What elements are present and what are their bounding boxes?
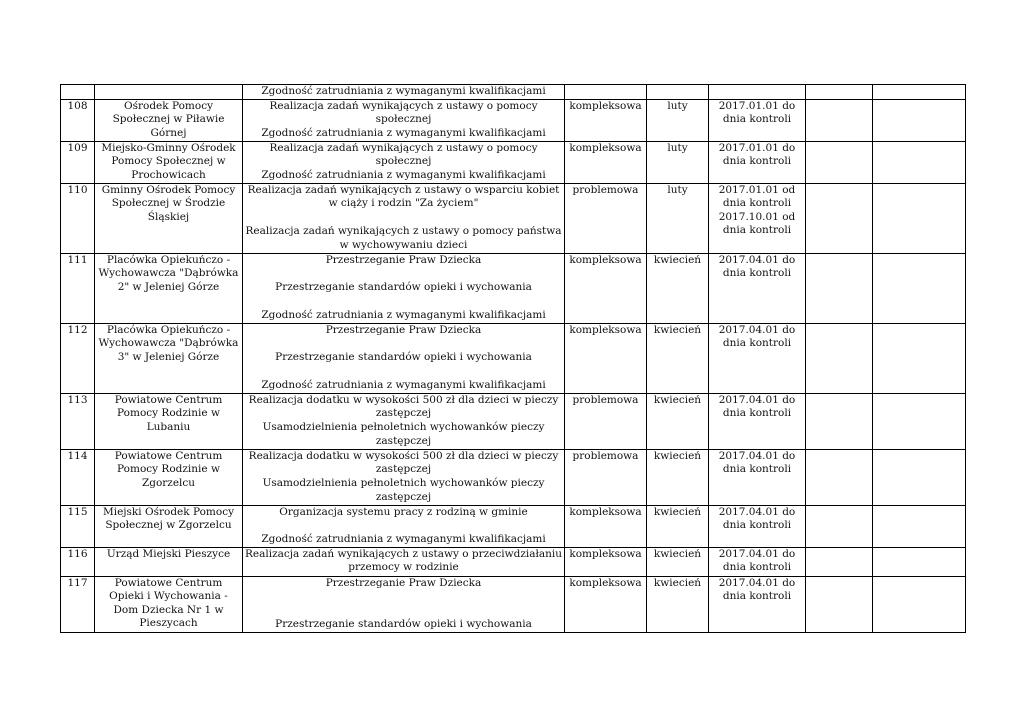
topic-item: Realizacja dodatku w wysokości 500 zł dla dzieci w pieczy zastępczej: [248, 393, 559, 420]
cell-dates: [709, 323, 806, 393]
cell-empty: [873, 253, 966, 323]
cell-empty: [873, 323, 966, 393]
cell-dates: [709, 141, 806, 183]
topics-list: [245, 548, 562, 576]
cell-empty: [806, 393, 873, 449]
cell-number: 111: [61, 253, 95, 323]
topic-item: Organizacja systemu pracy z rodziną w gminie: [279, 505, 528, 518]
cell-type: kompleksowa: [565, 253, 647, 323]
cell-number: [61, 85, 95, 100]
topic-item: Przestrzeganie Praw Dziecka: [325, 576, 482, 589]
cell-month: kwiecień: [647, 393, 709, 449]
cell-month: kwiecień: [647, 547, 709, 576]
topics-list: [245, 577, 562, 632]
cell-empty: [806, 183, 873, 253]
cell-empty: [806, 99, 873, 141]
topics-list: [245, 394, 562, 449]
cell-dates: [709, 253, 806, 323]
table-row: [61, 547, 966, 576]
cell-number: 115: [61, 505, 95, 547]
cell-topics: [243, 547, 565, 576]
cell-dates: [709, 85, 806, 100]
date-range: 2017.10.01 od dnia kontroli: [718, 210, 796, 237]
date-range: 2017.04.01 do dnia kontroli: [718, 393, 796, 420]
topics-list: [245, 142, 562, 183]
topics-list: [245, 100, 562, 141]
topic-item: Realizacja dodatku w wysokości 500 zł dla dzieci w pieczy zastępczej: [248, 449, 559, 476]
cell-month: kwiecień: [647, 576, 709, 632]
cell-empty: [806, 576, 873, 632]
topic-item: Usamodzielnienia pełnoletnich wychowanków pieczy zastępczej: [262, 421, 545, 447]
cell-number: 117: [61, 576, 95, 632]
cell-empty: [873, 85, 966, 100]
cell-unit: [95, 85, 243, 100]
cell-month: kwiecień: [647, 253, 709, 323]
topic-item: Zgodność zatrudniania z wymaganymi kwalifikacjami: [261, 309, 546, 321]
cell-unit: Ośrodek Pomocy Społecznej w Piławie Górnej: [95, 99, 243, 141]
topic-item: Przestrzeganie standardów opieki i wychowania: [275, 351, 532, 364]
cell-empty: [873, 547, 966, 576]
cell-empty: [873, 576, 966, 632]
cell-unit: Placówka Opiekuńczo - Wychowawcza "Dąbrówka 2" w Jeleniej Górze: [95, 253, 243, 323]
topic-item: Zgodność zatrudniania z wymaganymi kwalifikacjami: [261, 533, 546, 545]
cell-unit: Placówka Opiekuńczo - Wychowawcza "Dąbrówka 3" w Jeleniej Górze: [95, 323, 243, 393]
cell-number: 113: [61, 393, 95, 449]
topic-item: Realizacja zadań wynikających z ustawy o wsparciu kobiet w ciąży i rodzin "Za życiem": [247, 183, 560, 210]
cell-number: 110: [61, 183, 95, 253]
topic-item: Zgodność zatrudniania z wymaganymi kwalifikacjami: [261, 379, 546, 391]
cell-type: kompleksowa: [565, 99, 647, 141]
date-range: 2017.01.01 do dnia kontroli: [718, 141, 796, 168]
cell-month: [647, 85, 709, 100]
cell-topics: [243, 505, 565, 547]
cell-dates: [709, 393, 806, 449]
cell-topics: [243, 99, 565, 141]
cell-topics: [243, 141, 565, 183]
table-row: [61, 141, 966, 183]
cell-type: problemowa: [565, 183, 647, 253]
topics-list: [245, 254, 562, 323]
cell-dates: [709, 183, 806, 253]
cell-unit: Miejski Ośrodek Pomocy Społecznej w Zgorzelcu: [95, 505, 243, 547]
cell-empty: [806, 449, 873, 505]
cell-empty: [873, 393, 966, 449]
topic-item: Realizacja zadań wynikających z ustawy o pomocy państwa w wychowywaniu dzieci: [245, 225, 562, 251]
date-range: 2017.04.01 do dnia kontroli: [718, 449, 796, 476]
cell-topics: Zgodność zatrudniania z wymaganymi kwalifikacjami: [243, 85, 565, 100]
cell-month: luty: [647, 183, 709, 253]
table-row: [61, 183, 966, 253]
date-range: 2017.04.01 do dnia kontroli: [718, 323, 796, 350]
table-row: [61, 99, 966, 141]
date-range: 2017.04.01 do dnia kontroli: [718, 547, 796, 574]
table-row: [61, 253, 966, 323]
cell-topics: [243, 449, 565, 505]
cell-month: luty: [647, 141, 709, 183]
date-range: 2017.04.01 do dnia kontroli: [718, 576, 796, 603]
cell-unit: Gminny Ośrodek Pomocy Społecznej w Środzie Śląskiej: [95, 183, 243, 253]
cell-type: kompleksowa: [565, 576, 647, 632]
table-row: [61, 393, 966, 449]
topics-list: [245, 506, 562, 547]
table-row: [61, 505, 966, 547]
cell-type: kompleksowa: [565, 505, 647, 547]
table-row-continuation: [61, 85, 966, 100]
cell-topics: [243, 183, 565, 253]
cell-type: problemowa: [565, 449, 647, 505]
table-row: [61, 323, 966, 393]
topic-item: Realizacja zadań wynikających z ustawy o pomocy społecznej: [269, 99, 538, 126]
cell-empty: [873, 141, 966, 183]
cell-dates: [709, 99, 806, 141]
cell-empty: [806, 141, 873, 183]
cell-empty: [806, 547, 873, 576]
cell-dates: [709, 449, 806, 505]
cell-unit: Miejsko-Gminny Ośrodek Pomocy Społecznej w Prochowicach: [95, 141, 243, 183]
cell-type: problemowa: [565, 393, 647, 449]
topic-item: Przestrzeganie standardów opieki i wychowania: [275, 618, 532, 630]
cell-empty: [806, 505, 873, 547]
cell-empty: [806, 253, 873, 323]
cell-empty: [806, 85, 873, 100]
cell-empty: [873, 449, 966, 505]
cell-dates: [709, 547, 806, 576]
topic-item: Przestrzeganie standardów opieki i wychowania: [275, 281, 532, 294]
table-row: [61, 576, 966, 632]
table-body: [61, 85, 966, 633]
cell-month: luty: [647, 99, 709, 141]
date-range: 2017.01.01 do dnia kontroli: [718, 99, 796, 126]
topic-item: Zgodność zatrudniania z wymaganymi kwalifikacjami: [261, 169, 546, 181]
cell-topics: [243, 323, 565, 393]
table-row: [61, 449, 966, 505]
topics-list: [245, 324, 562, 393]
cell-month: kwiecień: [647, 449, 709, 505]
cell-empty: [873, 99, 966, 141]
topics-list: [245, 450, 562, 505]
date-range: 2017.04.01 do dnia kontroli: [718, 253, 796, 280]
cell-number: 109: [61, 141, 95, 183]
cell-number: 112: [61, 323, 95, 393]
cell-topics: [243, 576, 565, 632]
date-range: 2017.01.01 od dnia kontroli: [718, 183, 796, 210]
cell-month: kwiecień: [647, 505, 709, 547]
cell-empty: [873, 183, 966, 253]
topic-item: Usamodzielnienia pełnoletnich wychowanków pieczy zastępczej: [262, 477, 545, 503]
cell-unit: Powiatowe Centrum Opieki i Wychowania - Dom Dziecka Nr 1 w Pieszycach: [95, 576, 243, 632]
cell-type: kompleksowa: [565, 323, 647, 393]
cell-number: 108: [61, 99, 95, 141]
inspection-plan-table: [60, 84, 966, 633]
cell-unit: Powiatowe Centrum Pomocy Rodzinie w Zgorzelcu: [95, 449, 243, 505]
cell-unit: Urząd Miejski Pieszyce: [95, 547, 243, 576]
topic-item: Zgodność zatrudniania z wymaganymi kwalifikacjami: [261, 127, 546, 139]
cell-month: kwiecień: [647, 323, 709, 393]
date-range: 2017.04.01 do dnia kontroli: [718, 505, 796, 532]
cell-number: 114: [61, 449, 95, 505]
topic-item: Realizacja zadań wynikających z ustawy o pomocy społecznej: [269, 141, 538, 168]
cell-dates: [709, 505, 806, 547]
topics-list: [245, 184, 562, 253]
cell-dates: [709, 576, 806, 632]
cell-type: kompleksowa: [565, 141, 647, 183]
cell-topics: [243, 393, 565, 449]
topic-item: Realizacja zadań wynikających z ustawy o przeciwdziałaniu przemocy w rodzinie: [245, 547, 563, 574]
topic-item: Przestrzeganie Praw Dziecka: [325, 253, 482, 266]
cell-type: [565, 85, 647, 100]
cell-empty: [806, 323, 873, 393]
cell-empty: [873, 505, 966, 547]
cell-topics: [243, 253, 565, 323]
cell-type: kompleksowa: [565, 547, 647, 576]
cell-unit: Powiatowe Centrum Pomocy Rodzinie w Lubaniu: [95, 393, 243, 449]
topic-item: Przestrzeganie Praw Dziecka: [325, 323, 482, 336]
cell-number: 116: [61, 547, 95, 576]
